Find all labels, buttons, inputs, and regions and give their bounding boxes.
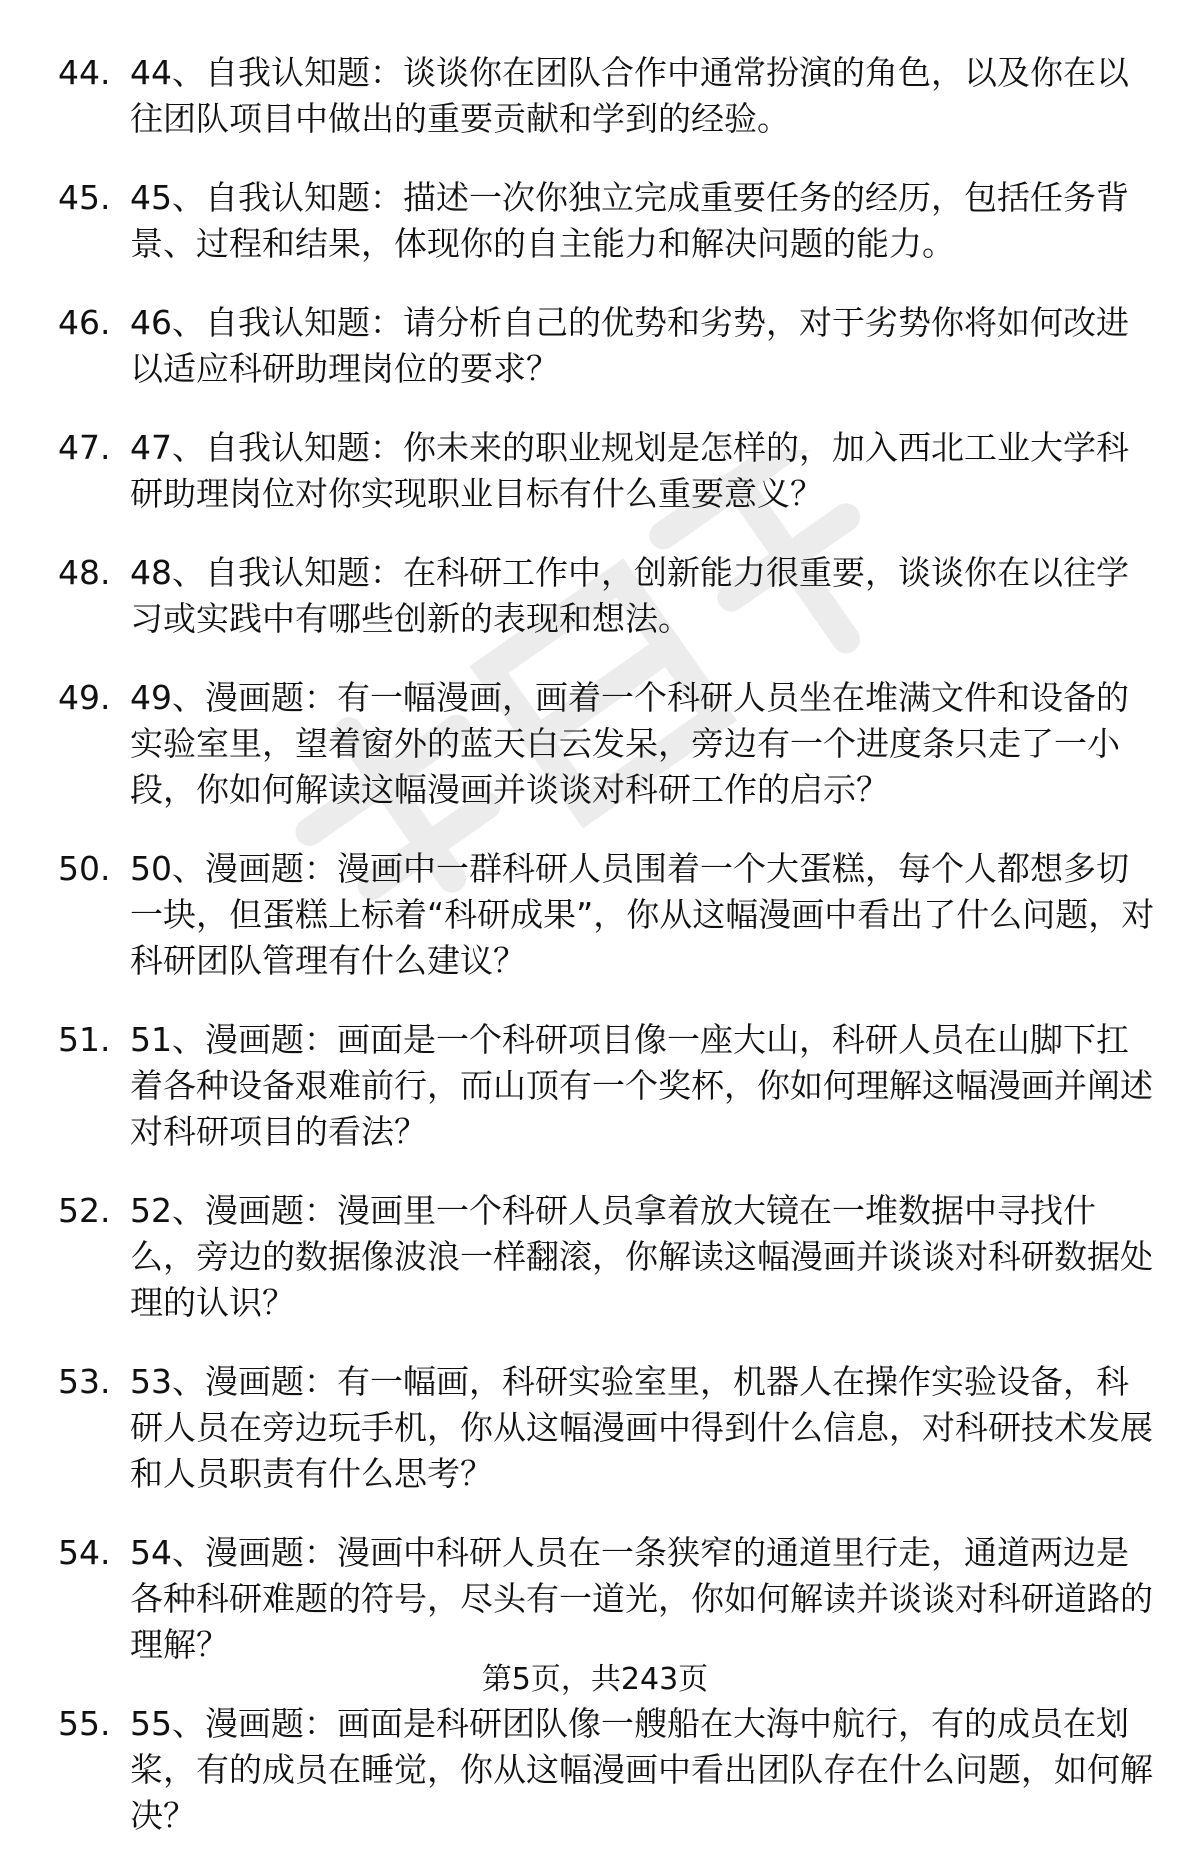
question-text: 49、漫画题：有一幅漫画，画着一个科研人员坐在堆满文件和设备的实验室里，望着窗外的蓝天白云发呆，旁边有一个进度条只走了一小段，你如何解读这幅漫画并谈谈对科研工作的启示？ bbox=[130, 678, 1129, 809]
question-text: 44、自我认知题：谈谈你在团队合作中通常扮演的角色，以及你在以往团队项目中做出的重要贡献和学到的经验。 bbox=[130, 53, 1129, 138]
question-item bbox=[58, 1188, 1158, 1326]
question-number: 45. bbox=[58, 178, 111, 217]
question-item bbox=[58, 1701, 1158, 1839]
question-number: 55. bbox=[58, 1704, 111, 1743]
question-item bbox=[58, 175, 1158, 267]
question-text: 45、自我认知题：描述一次你独立完成重要任务的经历，包括任务背景、过程和结果，体现你的自主能力和解决问题的能力。 bbox=[130, 178, 1129, 263]
question-number: 50. bbox=[58, 849, 111, 888]
question-number: 46. bbox=[58, 303, 111, 342]
question-item bbox=[58, 1359, 1158, 1497]
question-item bbox=[58, 300, 1158, 392]
question-item bbox=[58, 1530, 1158, 1668]
question-item bbox=[58, 1017, 1158, 1155]
question-text: 54、漫画题：漫画中科研人员在一条狭窄的通道里行走，通道两边是各种科研难题的符号，尽头有一道光，你如何解读并谈谈对科研道路的理解？ bbox=[130, 1533, 1153, 1664]
question-text: 55、漫画题：画面是科研团队像一艘船在大海中航行，有的成员在划桨，有的成员在睡觉，你从这幅漫画中看出团队存在什么问题，如何解决？ bbox=[130, 1704, 1153, 1835]
question-item bbox=[58, 550, 1158, 642]
question-text: 47、自我认知题：你未来的职业规划是怎样的，加入西北工业大学科研助理岗位对你实现职业目标有什么重要意义？ bbox=[130, 428, 1129, 513]
question-text: 48、自我认知题：在科研工作中，创新能力很重要，谈谈你在以往学习或实践中有哪些创新的表现和想法。 bbox=[130, 553, 1129, 638]
question-item bbox=[58, 846, 1158, 984]
question-number: 44. bbox=[58, 53, 111, 92]
question-number: 48. bbox=[58, 553, 111, 592]
question-text: 51、漫画题：画面是一个科研项目像一座大山，科研人员在山脚下扛着各种设备艰难前行，而山顶有一个奖杯，你如何理解这幅漫画并阐述对科研项目的看法？ bbox=[130, 1020, 1153, 1151]
question-number: 47. bbox=[58, 428, 111, 467]
question-text: 50、漫画题：漫画中一群科研人员围着一个大蛋糕，每个人都想多切一块，但蛋糕上标着“科研成果”，你从这幅漫画中看出了什么问题，对科研团队管理有什么建议？ bbox=[130, 849, 1155, 980]
question-text: 52、漫画题：漫画里一个科研人员拿着放大镜在一堆数据中寻找什么，旁边的数据像波浪一样翻滚，你解读这幅漫画并谈谈对科研数据处理的认识？ bbox=[130, 1191, 1153, 1322]
question-number: 53. bbox=[58, 1362, 111, 1401]
question-item bbox=[58, 50, 1158, 142]
question-text: 46、自我认知题：请分析自己的优势和劣势，对于劣势你将如何改进以适应科研助理岗位的要求？ bbox=[130, 303, 1129, 388]
question-text: 53、漫画题：有一幅画，科研实验室里，机器人在操作实验设备，科研人员在旁边玩手机，你从这幅漫画中得到什么信息，对科研技术发展和人员职责有什么思考？ bbox=[130, 1362, 1153, 1493]
page-footer: 第5页，共243页 bbox=[481, 1662, 709, 1697]
question-number: 49. bbox=[58, 678, 111, 717]
question-number: 54. bbox=[58, 1533, 111, 1572]
question-list bbox=[58, 50, 1158, 1872]
question-number: 52. bbox=[58, 1191, 111, 1230]
question-item bbox=[58, 675, 1158, 813]
question-number: 51. bbox=[58, 1020, 111, 1059]
question-item bbox=[58, 425, 1158, 517]
